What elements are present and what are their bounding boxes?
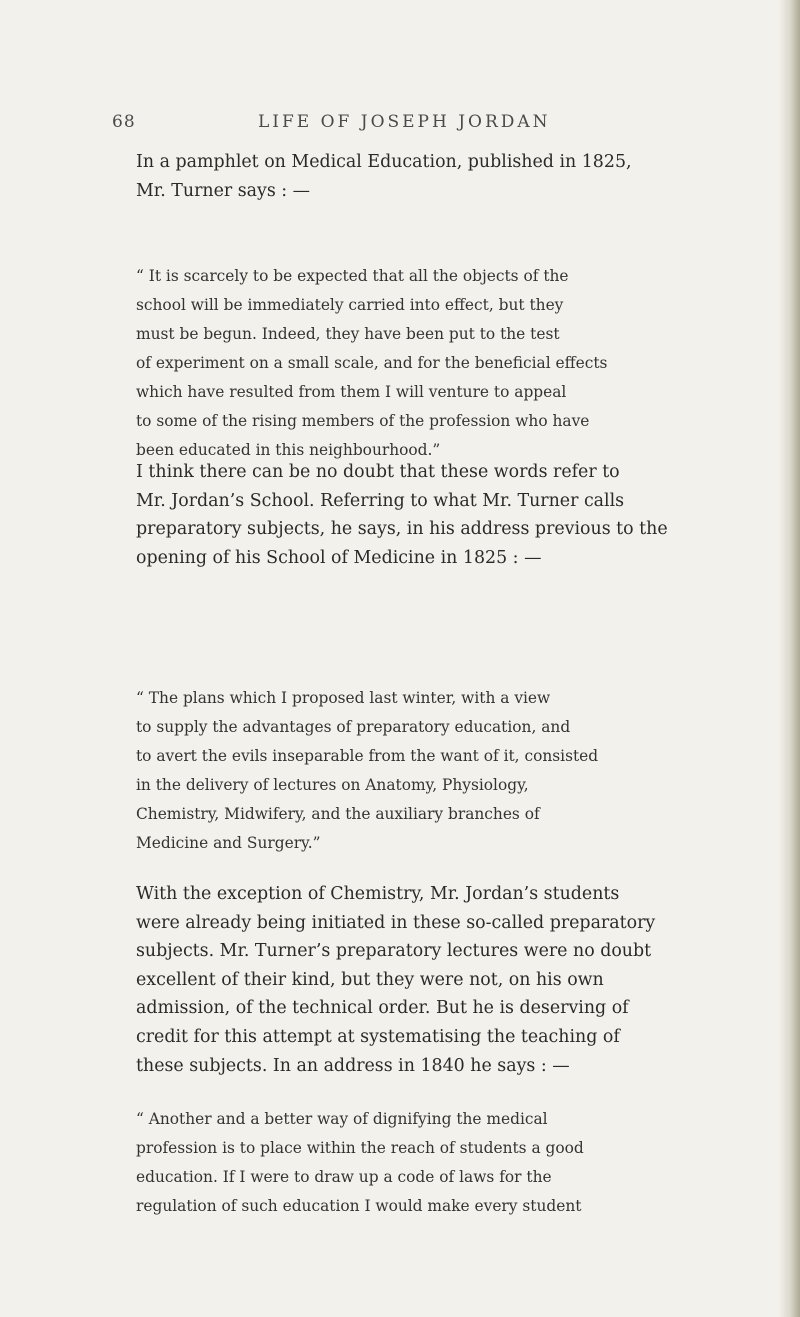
block-quote: “ It is scarcely to be expected that all the objects of the school will be immediately carried into effect, but they must be begun. Indeed, they have been put to the test of experiment on a small scale, and for the beneficial effects which have resulted from them I will venture to appeal to some of the rising members of the profession who have been educated in this neighbourhood.”	[136, 267, 608, 459]
body-paragraph: With the exception of Chemistry, Mr. Jordan’s students were already being initiated in these so-called preparatory subjects. Mr. Turner’s preparatory lectures were no doubt excellent of their kind, but they were not, on his own admission, of the technical order. But he is deserving of credit for this attempt at systematising the teaching of these subjects. In an address in 1840 he says : —	[136, 884, 656, 1076]
running-title: LIFE OF JOSEPH JORDAN	[258, 112, 551, 132]
page-edge-shadow	[778, 0, 800, 1317]
body-paragraph: I think there can be no doubt that these words refer to Mr. Jordan’s School. Referring to what Mr. Turner calls preparatory subjects, he says, in his address previous to the opening of his School of Medicine in 1825 : —	[136, 462, 668, 568]
block-quote: “ Another and a better way of dignifying the medical profession is to place within the reach of students a good education. If I were to draw up a code of laws for the regulation of such education I would make every student	[136, 1110, 584, 1215]
block-quote: “ The plans which I proposed last winter, with a view to supply the advantages of preparatory education, and to avert the evils inseparable from the want of it, consisted in the delivery of lectures on Anatomy, Physiology, Chemistry, Midwifery, and the auxiliary branches of Medicine and Surgery.”	[136, 689, 599, 852]
page-number: 68	[112, 112, 136, 132]
body-paragraph: In a pamphlet on Medical Education, published in 1825, Mr. Turner says : —	[136, 152, 632, 201]
page-header	[0, 112, 800, 138]
